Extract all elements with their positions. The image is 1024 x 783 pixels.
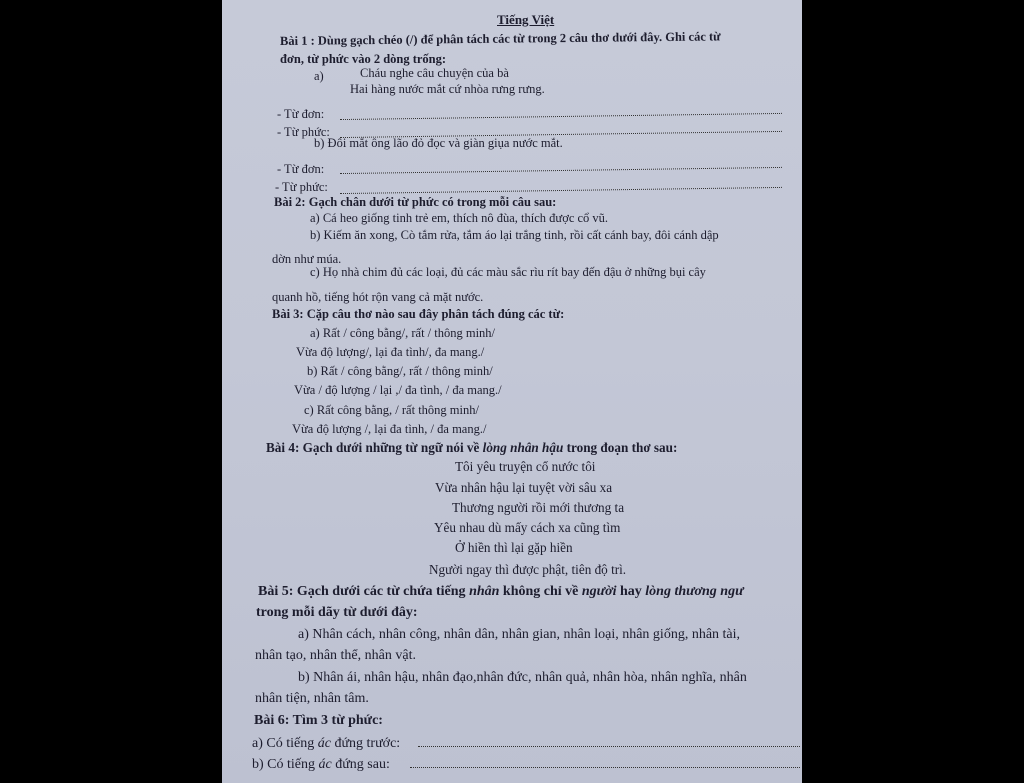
bai1-a-label: a)	[314, 69, 324, 83]
bai3-b-2: Vừa / độ lượng / lại ,/ đa tình, / đa mang./	[294, 383, 502, 397]
bai1-tu-don-label-2: - Từ đơn:	[277, 162, 325, 176]
bai1-tu-phuc-label-2: - Từ phức:	[275, 180, 328, 194]
bai1-heading: Bài 1 : Dùng gạch chéo (/) để phân tách các từ trong 2 câu thơ dưới đây. Ghi các từ	[279, 29, 721, 48]
poem-line: Thương người rồi mới thương ta	[452, 500, 625, 515]
bai3-a-2: Vừa độ lượng/, lại đa tình/, đa mang./	[296, 345, 485, 359]
poem-line: Tôi yêu truyện cổ nước tôi	[455, 459, 596, 474]
poem-line: Người ngay thì được phật, tiên độ trì.	[429, 562, 627, 577]
bai5-heading-2: trong mỗi dãy từ dưới đây:	[256, 605, 418, 620]
bai1-heading-2: đơn, từ phức vào 2 dòng trống:	[280, 52, 447, 66]
poem-line: Vừa nhân hậu lại tuyệt vời sâu xa	[435, 480, 613, 495]
poem-line: Yêu nhau dù mấy cách xa cũng tìm	[434, 520, 621, 535]
bai1-tu-phuc-label-1: - Từ phức:	[277, 125, 330, 139]
bai3-c-1: c) Rất công bằng, / rất thông minh/	[304, 403, 479, 417]
bai1-tu-don-label-1: - Từ đơn:	[277, 107, 325, 121]
bai2-b-1: b) Kiếm ăn xong, Cò tắm rửa, tắm áo lại trắng tinh, rồi cất cánh bay, đôi cánh dập	[310, 228, 719, 242]
bai4-heading: Bài 4: Gạch dưới những từ ngữ nói về lòng nhân hậu trong đoạn thơ sau:	[266, 440, 678, 455]
bai2-c-1: c) Họ nhà chim đủ các loại, đủ các màu sắc rìu rít bay đến đậu ở những bụi cây	[310, 265, 706, 279]
answer-line	[340, 187, 782, 194]
bai2-heading: Bài 2: Gạch chân dưới từ phức có trong mỗi câu sau:	[274, 195, 557, 209]
poem-line: Ở hiền thì lại gặp hiền	[455, 540, 573, 555]
bai1-b-line: b) Đôi mắt ông lão đỏ đọc và giàn giụa nước mắt.	[314, 136, 563, 150]
bai6-heading: Bài 6: Tìm 3 từ phức:	[254, 713, 383, 728]
bai6-b: b) Có tiếng ác đứng sau:	[252, 757, 390, 772]
bai2-b-2: dờn như múa.	[272, 252, 342, 266]
page-title: Tiếng Việt	[497, 12, 555, 27]
bai5-b-2: nhân tiện, nhân tâm.	[255, 691, 369, 706]
bai3-heading: Bài 3: Cặp câu thơ nào sau đây phân tách đúng các từ:	[272, 307, 565, 321]
bai2-a: a) Cá heo giống tinh trẻ em, thích nô đùa, thích được cổ vũ.	[310, 211, 609, 225]
answer-line	[410, 767, 800, 768]
bai1-a-line1: Cháu nghe câu chuyện của bà	[360, 66, 509, 80]
bai6-a: a) Có tiếng ác đứng trước:	[252, 736, 401, 751]
bai3-a-1: a) Rất / công bằng/, rất / thông minh/	[310, 326, 496, 340]
bai5-heading: Bài 5: Gạch dưới các từ chứa tiếng nhân không chỉ về người hay lòng thương ngư	[258, 584, 744, 599]
bai3-c-2: Vừa độ lượng /, lại đa tình, / đa mang./	[292, 422, 487, 436]
bai5-b-1: b) Nhân ái, nhân hậu, nhân đạo,nhân đức, nhân quả, nhân hòa, nhân nghĩa, nhân	[298, 670, 747, 685]
worksheet-page	[222, 0, 802, 783]
answer-line	[340, 113, 782, 120]
bai3-b-1: b) Rất / công bằng/, rất / thông minh/	[307, 364, 493, 378]
answer-line	[418, 746, 800, 747]
bai2-c-2: quanh hồ, tiếng hót rộn vang cả mặt nước.	[272, 290, 484, 304]
bai5-a-2: nhân tạo, nhân thể, nhân vật.	[255, 648, 416, 663]
bai5-a-1: a) Nhân cách, nhân công, nhân dân, nhân gian, nhân loại, nhân giống, nhân tài,	[298, 627, 741, 642]
answer-line	[340, 167, 782, 174]
bai1-a-line2: Hai hàng nước mắt cứ nhòa rưng rưng.	[350, 82, 545, 96]
